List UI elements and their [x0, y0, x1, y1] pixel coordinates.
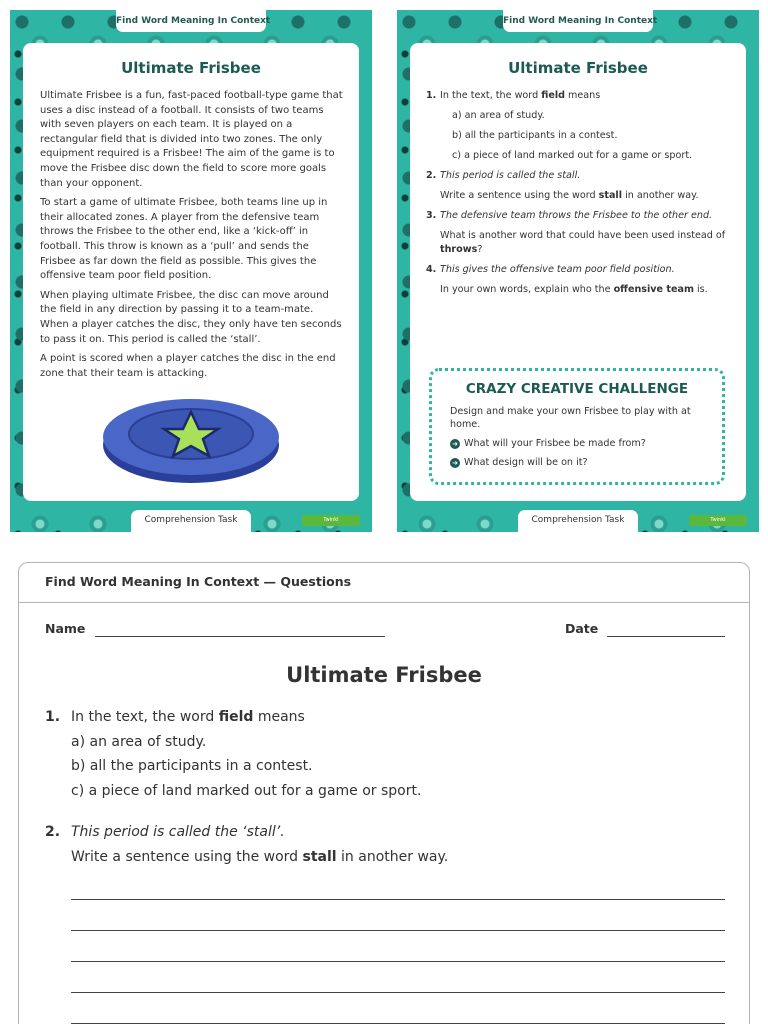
arrow-bullet-icon: ➜: [450, 458, 460, 468]
card-footer-tab: Comprehension Task: [518, 510, 638, 532]
option-a: a) an area of study.: [71, 733, 207, 750]
name-label: Name: [45, 621, 86, 636]
option-a: a) an area of study.: [452, 110, 545, 121]
challenge-bullet-1: ➜ What will your Frisbee be made from?: [450, 437, 704, 450]
question-1: 1. In the text, the word field means a) an area of study. b) all the participants in a contest. c) a piece of land marked out for a game or sport.: [426, 90, 693, 161]
name-date-fields: [19, 603, 749, 655]
question-2: 2. This period is called the stall. Write a sentence using the word stall in another way.: [426, 170, 699, 201]
sheet-title: Ultimate Frisbee: [286, 663, 482, 687]
question-4: 4. This gives the offensive team poor field position. In your own words, explain who the offensive team is.: [426, 264, 708, 295]
card-title: Ultimate Frisbee: [121, 59, 261, 77]
name-field[interactable]: [95, 636, 385, 637]
challenge-intro: Design and make your own Frisbee to play with at home.: [450, 406, 691, 430]
story-paragraph-3: When playing ultimate Frisbee, the disc can move around the field in any direction by passing it to a team-mate. When a player catches the disc, they only have ten seconds to pass it on. This period is called the ‘stall’.: [40, 289, 342, 345]
answer-line[interactable]: [71, 869, 725, 900]
frisbee-illustration: [101, 393, 281, 485]
answer-lines: [19, 869, 749, 1024]
reading-card: [10, 10, 372, 532]
date-label: Date: [565, 621, 599, 636]
sheet-question-1: 1. In the text, the word field means a) an area of study. b) all the participants in a contest. c) a piece of land marked out for a game or sport.: [19, 705, 749, 803]
twinkl-logo: Twinkl: [302, 515, 360, 526]
answer-line[interactable]: [71, 931, 725, 962]
challenge-title: CRAZY CREATIVE CHALLENGE: [465, 381, 689, 397]
question-list: [410, 89, 746, 297]
questions-card: [397, 10, 759, 532]
creative-challenge-box: [429, 368, 725, 485]
answer-line[interactable]: [71, 900, 725, 931]
card-title: Ultimate Frisbee: [508, 59, 648, 77]
sheet-header: Find Word Meaning In Context — Questions: [19, 563, 749, 603]
answer-line[interactable]: [71, 993, 725, 1024]
option-b: b) all the participants in a contest.: [452, 130, 618, 141]
twinkl-logo: Twinkl: [689, 515, 747, 526]
story-text: [23, 89, 359, 381]
card-footer-tab: Comprehension Task: [131, 510, 251, 532]
option-c: c) a piece of land marked out for a game or sport.: [452, 150, 693, 161]
story-paragraph-4: A point is scored when a player catches the disc in the end zone that their team is attacking.: [40, 353, 336, 379]
reading-panel: [23, 43, 359, 501]
answer-line[interactable]: [71, 962, 725, 993]
option-b: b) all the participants in a contest.: [71, 758, 313, 774]
question-3: 3. The defensive team throws the Frisbee to the other end. What is another word that could have been used instead of throws?: [426, 210, 726, 255]
story-paragraph-2: To start a game of ultimate Frisbee, both teams line up in their allocated zones. A player from the defensive team throws the Frisbee to the other end, like a ‘kick-off’ in football. This throw is known as a ‘pull’ and sends the Frisbee as far down the field as possible. This gives the offensive team poor field position.: [40, 197, 328, 282]
date-field[interactable]: [607, 636, 725, 637]
challenge-bullet-2: ➜ What design will be on it?: [450, 456, 704, 469]
card-header-tab: Find Word Meaning In Context: [116, 10, 266, 32]
card-header-tab: Find Word Meaning In Context: [503, 10, 653, 32]
questions-panel: [410, 43, 746, 501]
arrow-bullet-icon: ➜: [450, 439, 460, 449]
story-paragraph-1: Ultimate Frisbee is a fun, fast-paced football-type game that uses a disc instead of a football. It consists of two teams with seven players on each team. It is played on a rectangular field that is divided into two zones. The only equipment required is a Frisbee! The aim of the game is to move the Frisbee disc down the field to score more goals than your opponent.: [40, 90, 343, 189]
sheet-question-2: 2. This period is called the ‘stall’. Write a sentence using the word stall in another way.: [45, 824, 449, 865]
option-c: c) a piece of land marked out for a game or sport.: [71, 782, 422, 799]
answer-sheet: [18, 562, 750, 1024]
